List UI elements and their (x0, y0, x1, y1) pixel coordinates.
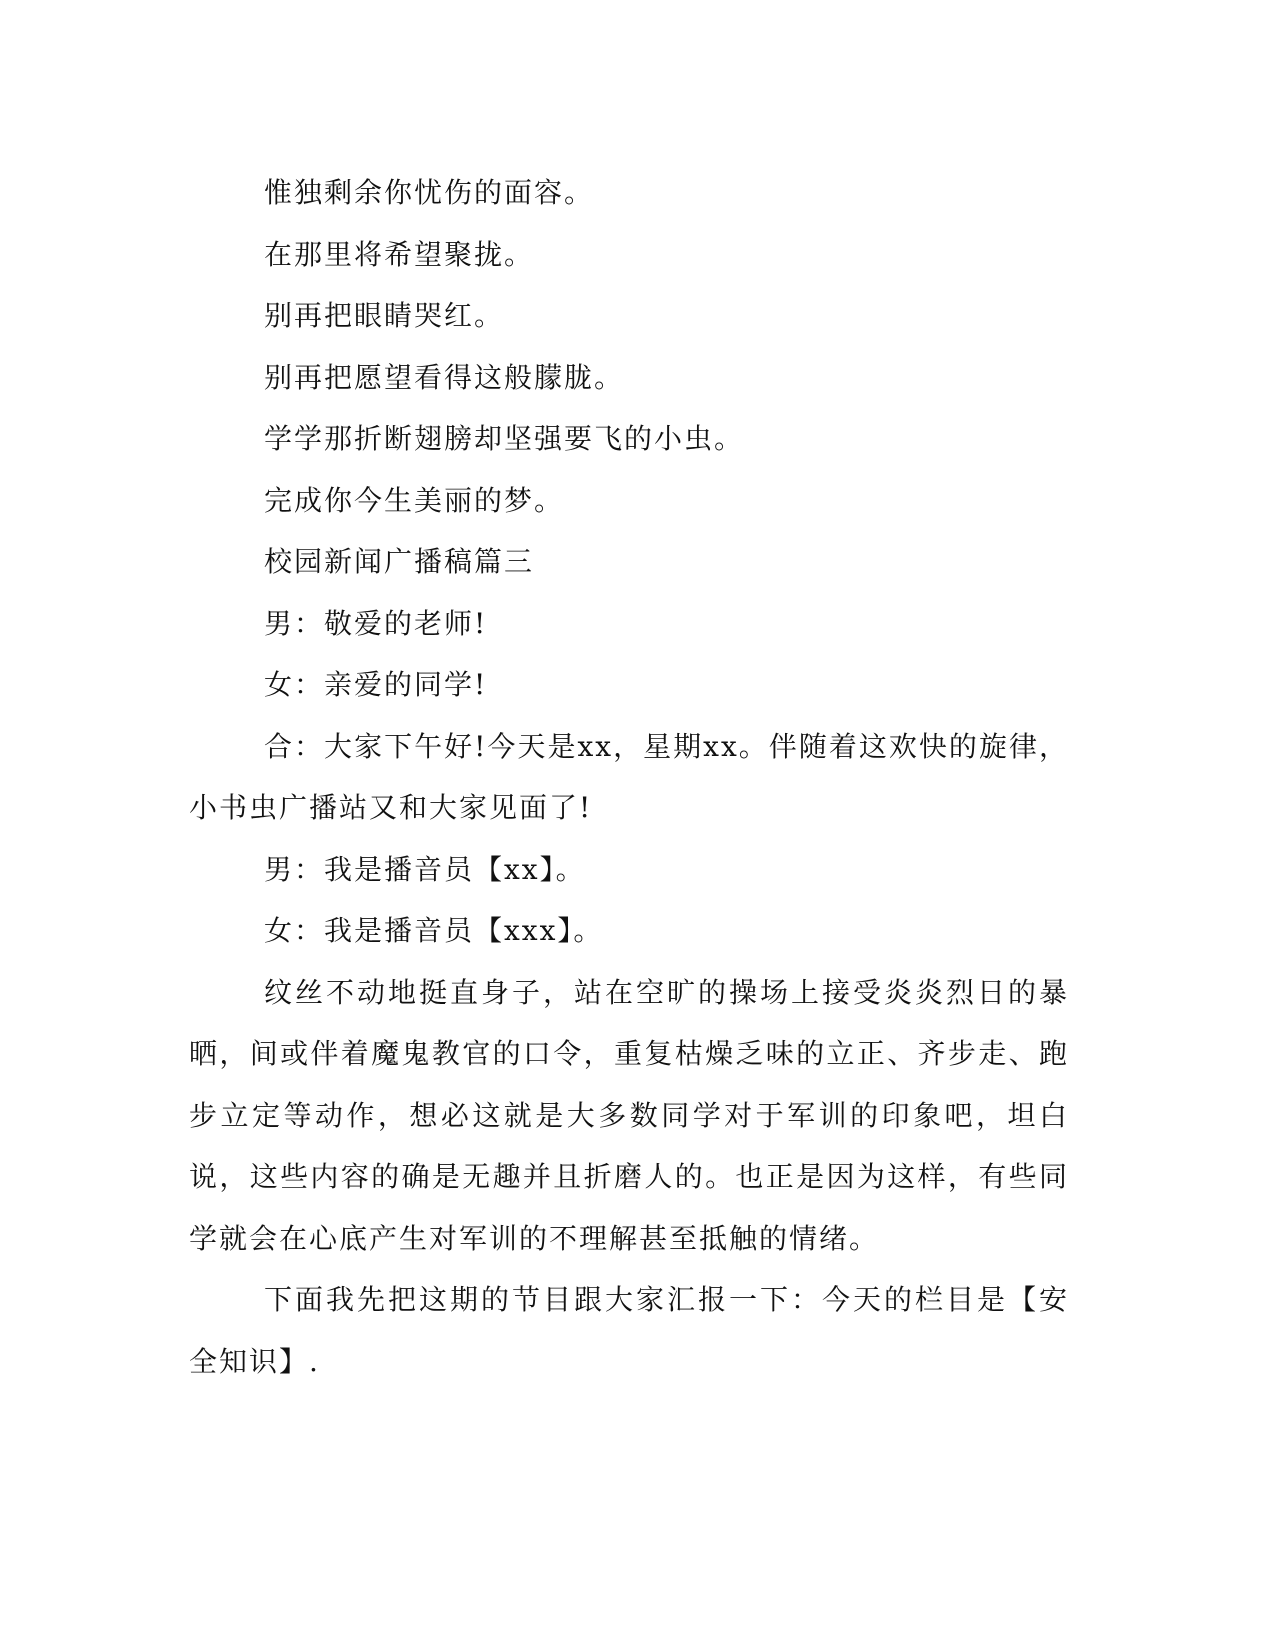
section-heading: 校园新闻广播稿篇三 (264, 545, 535, 578)
paragraph-6: 完成你今生美丽的梦。 (264, 483, 565, 517)
paragraph-joint-greeting: 合：大家下午好!今天是xx，星期xx。伴随着这欢快的旋律，小书虫广播站又和大家见面了! (189, 729, 1069, 824)
paragraph-male-greeting: 男：敬爱的老师! (264, 606, 488, 640)
paragraph-1: 惟独剩余你忧伤的面容。 (264, 176, 595, 209)
paragraph-military-training: 纹丝不动地挺直身子，站在空旷的操场上接受炎炎烈日的暴晒，间或伴着魔鬼教官的口令，重复枯燥乏味的立正、齐步走、跑步立定等动作，想必这就是大多数同学对于军训的印象吧，坦白说，这些内容的确是无趣并且折磨人的。也正是因为这样，有些同学就会在心底产生对军训的不理解甚至抵触的情绪。 (189, 975, 1069, 1255)
document-body (189, 162, 1069, 1392)
paragraph-4: 别再把愿望看得这般朦胧。 (264, 360, 625, 394)
paragraph-male-intro: 男：我是播音员【xx】。 (264, 852, 586, 886)
paragraph-female-intro: 女：我是播音员【xxx】。 (264, 914, 604, 947)
paragraph-program-overview: 下面我先把这期的节目跟大家汇报一下：今天的栏目是【安全知识】. (189, 1283, 1069, 1378)
paragraph-2: 在那里将希望聚拢。 (264, 237, 535, 271)
paragraph-5: 学学那折断翅膀却坚强要飞的小虫。 (264, 422, 745, 455)
paragraph-female-greeting: 女：亲爱的同学! (264, 668, 488, 701)
paragraph-3: 别再把眼睛哭红。 (264, 299, 505, 332)
